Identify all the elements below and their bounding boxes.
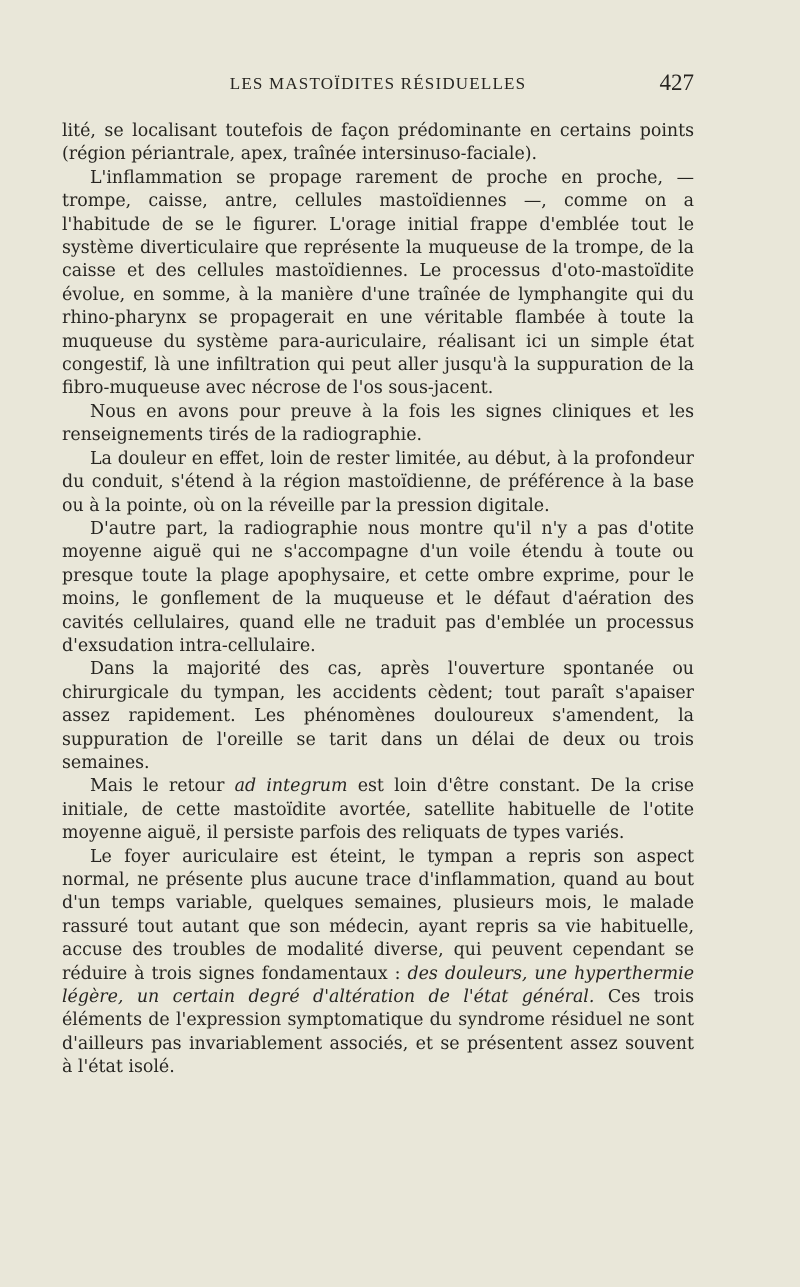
paragraph-2: L'inflammation se propage rarement de proche en proche, — trompe, caisse, antre, cellules mastoïdiennes —, comme on a l'habitude de se le figurer. L'orage initial frappe d'emblée tout le système diverticulaire que représente la muqueuse de la trompe, de la caisse et des cellules mastoïdiennes. Le processus d'oto-mastoïdite évolue, en somme, à la manière d'une traînée de lymphangite qui du rhino-pharynx se propagerait en une véritable flambée à toute la muqueuse du système para-auriculaire, réalisant ici un simple état congestif, là une infiltration qui peut aller jusqu'à la suppuration de la fibro-muqueuse avec nécrose de l'os sous-jacent. [62,167,694,399]
paragraph-3: Nous en avons pour preuve à la fois les signes cliniques et les renseignements tirés de la radiographie. [62,401,694,446]
paragraph-7 [62,775,694,845]
body-text [62,120,694,1080]
paragraph-1: lité, se localisant toutefois de façon prédominante en certains points (région périantrale, apex, traînée intersinuso-faciale). [62,121,694,165]
paragraph-7-end: est loin d'être constant. De la crise initiale, de cette mastoïdite avortée, satellite habituelle de l'otite moyenne aiguë, il persiste parfois des reliquats de types variés. [62,776,694,844]
page-header [62,70,694,104]
page-number: 427 [659,70,694,95]
paragraph-5: D'autre part, la radiographie nous montre qu'il n'y a pas d'otite moyenne aiguë qui ne s'accompagne d'un voile étendu à toute ou presque toute la plage apophysaire, et cette ombre exprime, pour le moins, le gonflement de la muqueuse et le défaut d'aération des cavités cellulaires, quand elle ne traduit pas d'emblée un processus d'exsudation intra-cellulaire. [62,518,694,656]
paragraph-8 [62,846,694,1080]
paragraph-8-end: Ces trois éléments de l'expression symptomatique du syndrome résiduel ne sont d'ailleurs pas invariablement associés, et se présentent assez souvent à l'état isolé. [62,987,695,1078]
running-title: LES MASTOÏDITES RÉSIDUELLES [229,74,527,93]
paragraph-8-italic: des douleurs, une hyperthermie légère, un certain degré d'altération de l'état général. [62,963,694,1008]
paragraph-7-start: Mais le retour [90,776,235,797]
paragraph-8-start: Le foyer auriculaire est éteint, le tympan a repris son aspect normal, ne présente plus aucune trace d'inflammation, quand au bout d'un temps variable, quelques semaines, plusieurs mois, le malade rassuré tout autant que son médecin, ayant repris sa vie habituelle, accuse des troubles de modalité diverse, qui peuvent cependant se réduire à trois signes fondamentaux : [62,846,694,984]
paragraph-4: La douleur en effet, loin de rester limitée, au début, à la profondeur du conduit, s'étend à la région mastoïdienne, de préférence à la base ou à la pointe, où on la réveille par la pression digitale. [62,448,694,516]
paragraph-6: Dans la majorité des cas, après l'ouverture spontanée ou chirurgicale du tympan, les accidents cèdent; tout paraît s'apaiser assez rapidement. Les phénomènes douloureux s'amendent, la suppuration de l'oreille se tarit dans un délai de deux ou trois semaines. [62,659,694,773]
paragraph-7-italic: ad integrum [234,776,348,797]
